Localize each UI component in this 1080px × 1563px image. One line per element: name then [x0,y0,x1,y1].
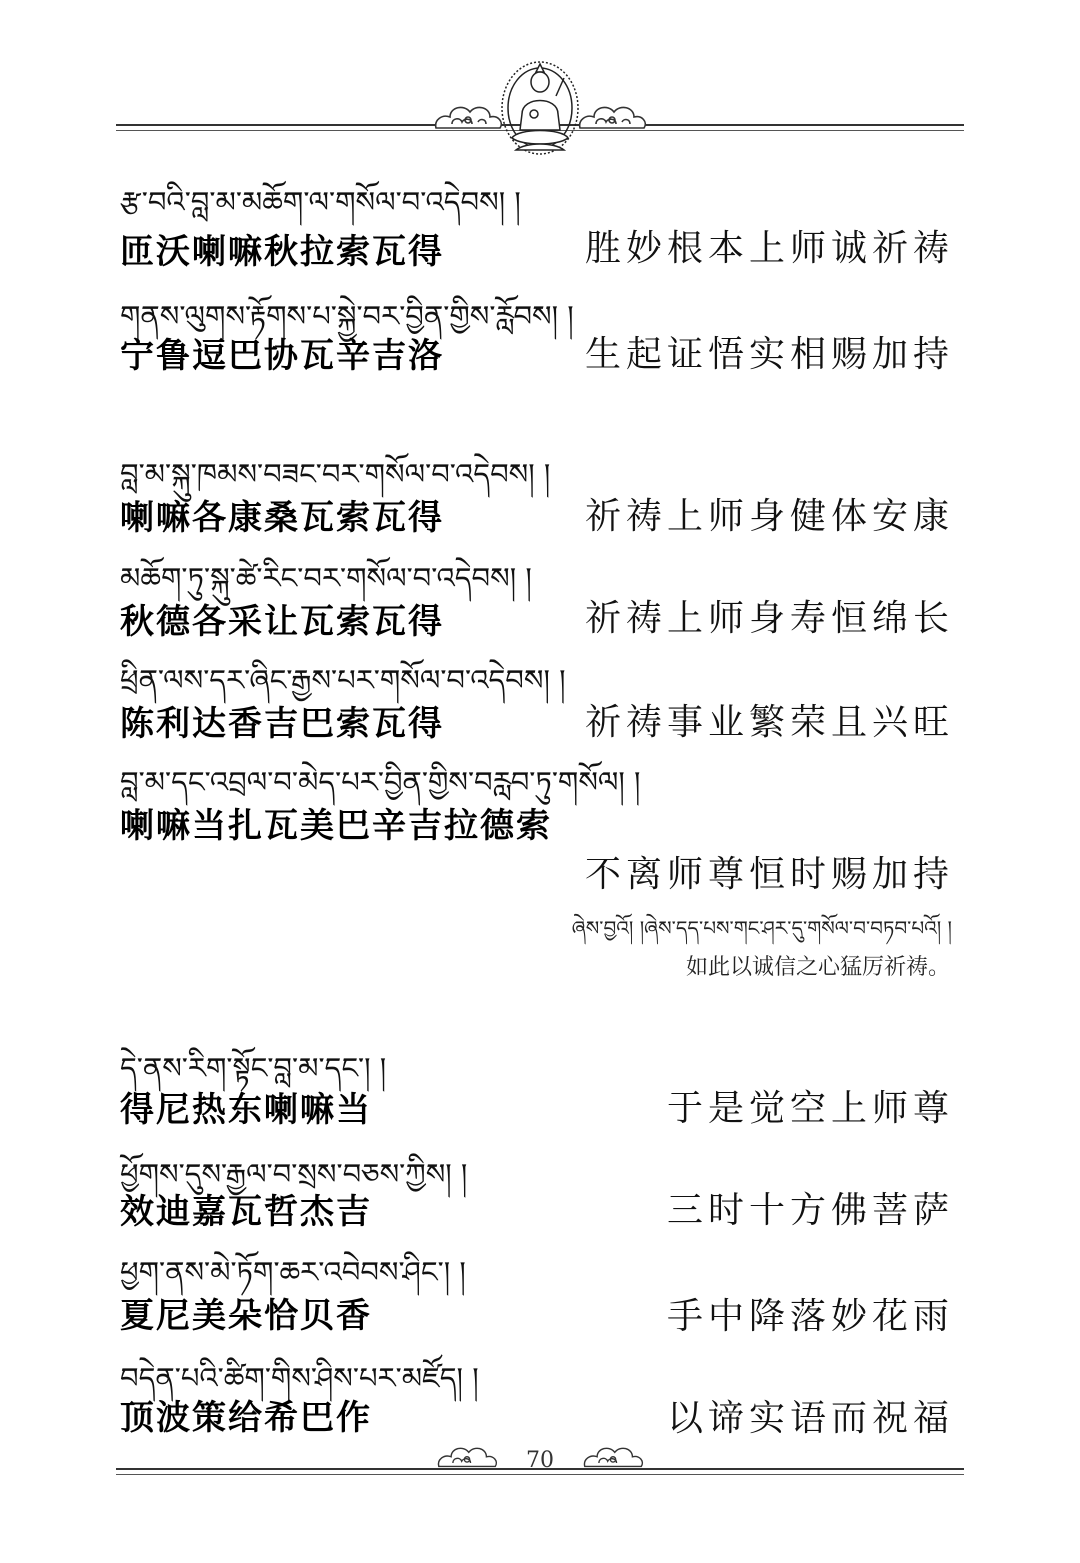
phonetic-line: 秋德各采让瓦索瓦得 [120,602,444,642]
phonetic-line: 得尼热东喇嘛当 [120,1090,372,1130]
phonetic-line: 顶波策给希巴作 [120,1398,372,1438]
tibetan-line: ཕྱག་ནས་མེ་ཏོག་ཆར་འབེབས་ཤིང་། ། [120,1255,466,1289]
chinese-translation: 祈祷事业繁荣且兴旺 [584,702,954,743]
tibetan-line: གནས་ལུགས་རྟོགས་པ་སྐྱེ་བར་བྱིན་གྱིས་རློབས། ། [120,299,574,333]
tibetan-line: བདེན་པའི་ཚིག་གིས་ཤིས་པར་མཛོད། ། [120,1361,479,1395]
note-chinese: 如此以诚信之心猛厉祈祷。 [685,955,950,980]
chinese-translation: 手中降落妙花雨 [666,1296,954,1337]
chinese-translation: 以谛实语而祝福 [666,1398,954,1439]
phonetic-line: 夏尼美朵恰贝香 [120,1296,372,1336]
tibetan-line: ཕྱོགས་དུས་རྒྱལ་བ་སྲས་བཅས་ཀྱིས། ། [120,1157,468,1191]
cloud-ornament-icon [576,98,648,132]
guru-figure-icon [498,56,582,156]
chinese-translation: 生起证悟实相赐加持 [584,334,954,375]
phonetic-line: 宁鲁逗巴协瓦辛吉洛 [120,336,444,376]
cloud-ornament-icon [432,98,504,132]
phonetic-line: 喇嘛当扎瓦美巴辛吉拉德索 [120,806,552,846]
chinese-translation: 祈祷上师身健体安康 [584,496,954,537]
chinese-translation: 于是觉空上师尊 [666,1088,954,1129]
tibetan-line: ཕྲིན་ལས་དར་ཞིང་རྒྱས་པར་གསོལ་བ་འདེབས། ། [120,663,566,697]
phonetic-line: 匝沃喇嘛秋拉索瓦得 [120,232,444,272]
chinese-translation: 不离师尊恒时赐加持 [584,854,954,895]
chinese-translation: 三时十方佛菩萨 [666,1190,954,1231]
tibetan-line: དེ་ནས་རིག་སྟོང་བླ་མ་དང་། ། [120,1051,387,1085]
page-number: 70 [526,1448,554,1473]
phonetic-line: 喇嘛各康桑瓦索瓦得 [120,498,444,538]
tibetan-line: བླ་མ་སྐུ་ཁམས་བཟང་བར་གསོལ་བ་འདེབས། ། [120,457,551,491]
phonetic-line: 陈利达香吉巴索瓦得 [120,704,444,744]
tibetan-line: མཆོག་ཏུ་སྐུ་ཚེ་རིང་བར་གསོལ་བ་འདེབས། ། [120,561,532,595]
footer-rule-bottom [116,1474,964,1475]
chinese-translation: 胜妙根本上师诚祈祷 [584,228,954,269]
phonetic-line: 效迪嘉瓦哲杰吉 [120,1192,372,1232]
tibetan-line: བླ་མ་དང་འབྲལ་བ་མེད་པར་བྱིན་གྱིས་བརླབ་ཏུ་གསོལ། ། [120,765,641,799]
footer-rule-top [116,1468,964,1470]
tibetan-line: རྩ་བའི་བླ་མ་མཆོག་ལ་གསོལ་བ་འདེབས། ། [120,185,521,219]
chinese-translation: 祈祷上师身寿恒绵长 [584,598,954,639]
note-tibetan: ཞེས་བྱའོ། །ཞེས་དད་པས་གང་ཤར་དུ་གསོལ་བ་བཏབ་པའོ། ། [571,916,952,940]
